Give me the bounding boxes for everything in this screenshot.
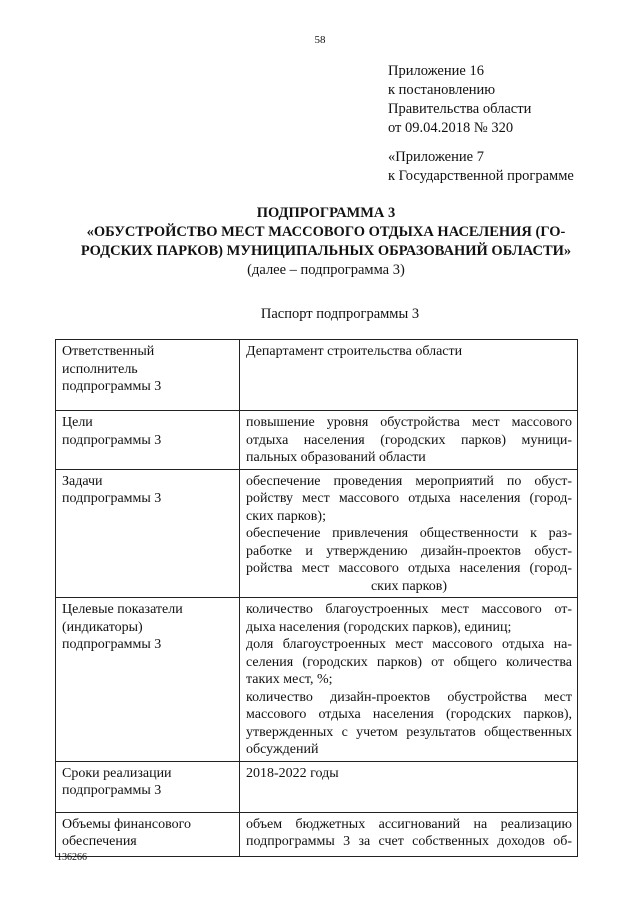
row-label — [56, 812, 240, 856]
value-line: обеспечение проведения мероприятий по обуст- — [246, 473, 572, 489]
value-line: ройству мест массового отдыха населения (город- — [246, 491, 572, 506]
label-line: Объемы финансового — [62, 816, 191, 832]
row-label — [56, 469, 240, 598]
value-line: количество благоустроенных мест массового от- — [246, 602, 572, 617]
value-line: ройства мест массового отдыха населения (город- — [246, 561, 572, 576]
document-code: 136266 — [57, 852, 87, 863]
label-line: подпрограммы 3 — [62, 379, 162, 394]
table-row — [56, 598, 578, 762]
value-line: обсуждений — [246, 742, 319, 757]
table-row — [56, 761, 578, 812]
row-value — [240, 469, 578, 598]
value-line: пальных образований области — [246, 450, 426, 465]
appendix-16-line: к постановлению — [388, 82, 496, 98]
label-line: Задачи — [62, 473, 103, 489]
label-line: Ответственный — [62, 344, 155, 359]
label-line: исполнитель — [62, 361, 138, 377]
appendix-16-block — [388, 62, 531, 138]
appendix-16-line: Приложение 16 — [388, 63, 484, 79]
row-value — [240, 812, 578, 856]
label-line: (индикаторы) — [62, 619, 143, 635]
label-line: подпрограммы 3 — [62, 783, 162, 798]
table-row — [56, 812, 578, 856]
value-line: таких мест, %; — [246, 672, 333, 687]
subprogram-title — [40, 204, 612, 280]
value-line: ских парков); — [246, 508, 326, 524]
appendix-16-line: Правительства области — [388, 101, 532, 117]
label-line: обеспечения — [62, 834, 137, 849]
label-line: подпрограммы 3 — [62, 491, 162, 506]
value-line: отдыха населения (городских парков) муници- — [246, 432, 572, 448]
appendix-16-line: от 09.04.2018 № 320 — [388, 120, 514, 136]
page-number: 58 — [314, 34, 326, 46]
passport-table — [55, 339, 578, 857]
value-line: повышение уровня обустройства мест массового — [246, 415, 572, 430]
value-line: дыха населения (городских парков), единиц; — [246, 619, 512, 635]
value-line: селения (городских парков) от общего количества — [246, 654, 572, 670]
table-row — [56, 340, 578, 411]
passport-title: Паспорт подпрограммы 3 — [260, 306, 420, 322]
row-value — [240, 598, 578, 762]
value-line: объем бюджетных ассигнований на реализацию — [246, 816, 572, 832]
appendix-7-line: «Приложение 7 — [388, 149, 484, 165]
value-line: утвержденных с учетом результатов общественных — [246, 724, 572, 740]
label-line: Цели — [62, 415, 93, 430]
title-line: ПОДПРОГРАММА 3 — [256, 205, 396, 221]
title-line: РОДСКИХ ПАРКОВ) МУНИЦИПАЛЬНЫХ ОБРАЗОВАНИЙ ОБЛАСТИ» — [80, 243, 572, 259]
value-line: подпрограммы 3 за счет собственных доходов об- — [246, 834, 572, 849]
table-row — [56, 469, 578, 598]
appendix-7-block — [388, 148, 574, 186]
title-subtitle: (далее – подпрограмма 3) — [247, 262, 405, 278]
row-label — [56, 598, 240, 762]
label-line: подпрограммы 3 — [62, 637, 162, 652]
row-label — [56, 761, 240, 812]
table-row — [56, 411, 578, 470]
label-line: Сроки реализации — [62, 765, 172, 781]
row-label — [56, 411, 240, 470]
appendix-7-line: к Государственной программе — [388, 168, 574, 184]
value-line: массового отдыха населения (городских парков), — [246, 707, 572, 722]
label-line: Целевые показатели — [62, 602, 183, 617]
row-value — [240, 411, 578, 470]
row-value — [240, 340, 578, 411]
value-line: обеспечение привлечения общественности к раз- — [246, 526, 572, 541]
title-line: «ОБУСТРОЙСТВО МЕСТ МАССОВОГО ОТДЫХА НАСЕЛЕНИЯ (ГО- — [86, 224, 566, 240]
value-line: 2018-2022 годы — [246, 765, 339, 781]
value-line: Департамент строительства области — [246, 344, 463, 359]
label-line: подпрограммы 3 — [62, 432, 162, 448]
value-line: работке и утверждению дизайн-проектов обуст- — [246, 543, 572, 559]
row-value — [240, 761, 578, 812]
row-label — [56, 340, 240, 411]
value-line: количество дизайн-проектов обустройства мест — [246, 689, 572, 705]
value-line: доля благоустроенных мест массового отдыха на- — [246, 637, 572, 652]
value-line: ских парков) — [370, 578, 448, 594]
